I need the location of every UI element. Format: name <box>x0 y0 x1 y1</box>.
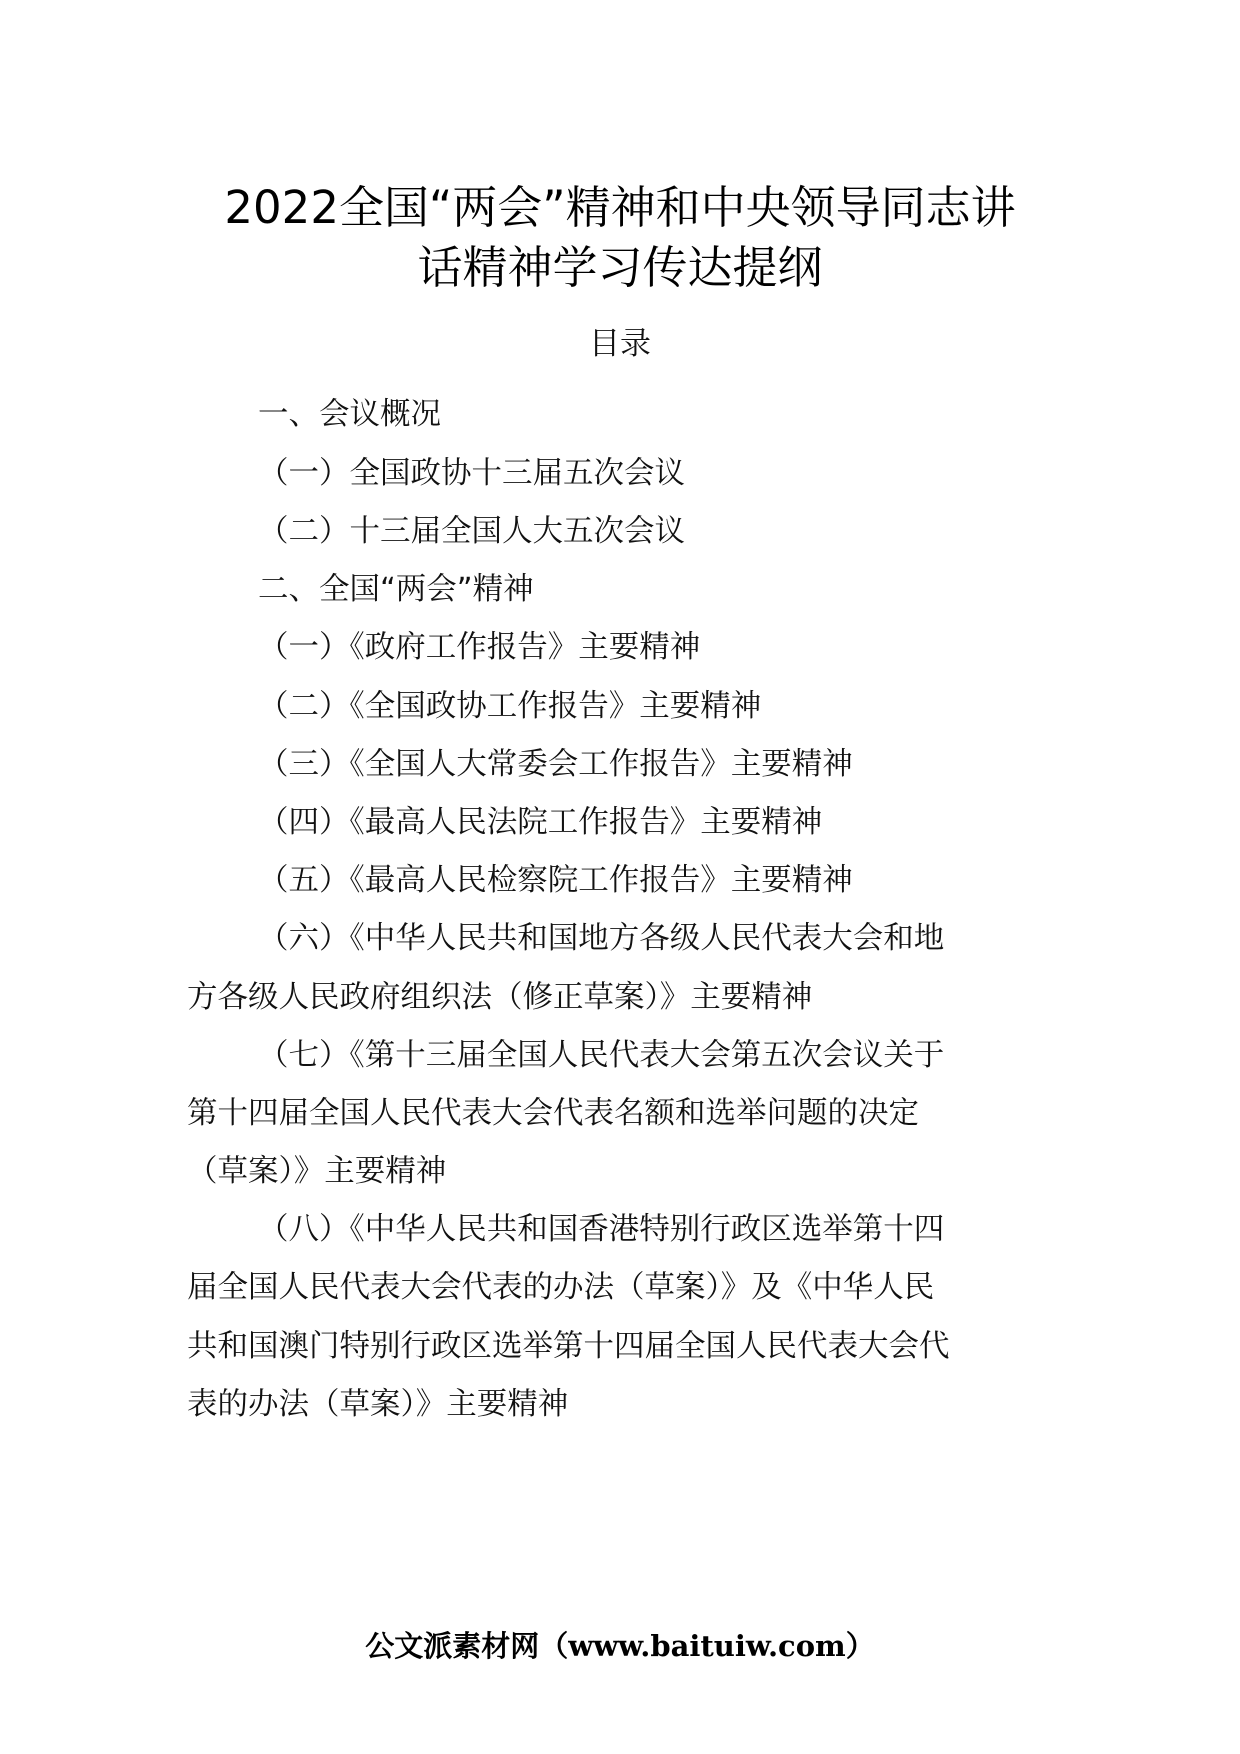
toc-item-2-2: （二）《全国政协工作报告》主要精神 <box>258 689 762 724</box>
toc-section-2: 二、全国“两会”精神 <box>258 572 534 607</box>
toc-item-1-1: （一）全国政协十三届五次会议 <box>258 456 685 491</box>
toc-item-2-6-cont: 方各级人民政府组织法（修正草案）》主要精神 <box>187 980 813 1015</box>
toc-item-2-8-cont-1: 届全国人民代表大会代表的办法（草案）》及《中华人民 <box>187 1270 935 1305</box>
document-title-line-2: 话精神学习传达提纲 <box>417 241 823 294</box>
toc-item-2-1: （一）《政府工作报告》主要精神 <box>258 630 701 665</box>
toc-item-2-7: （七）《第十三届全国人民代表大会第五次会议关于 <box>258 1038 945 1073</box>
toc-item-2-8-cont-2: 共和国澳门特别行政区选举第十四届全国人民代表大会代 <box>187 1329 950 1364</box>
footer-watermark: 公文派素材网（www.baituiw.com） <box>365 1629 875 1663</box>
toc-item-2-4: （四）《最高人民法院工作报告》主要精神 <box>258 805 823 840</box>
toc-item-2-6: （六）《中华人民共和国地方各级人民代表大会和地 <box>258 921 945 956</box>
toc-item-1-2: （二）十三届全国人大五次会议 <box>258 514 685 549</box>
toc-item-2-5: （五）《最高人民检察院工作报告》主要精神 <box>258 863 853 898</box>
toc-heading: 目录 <box>589 326 651 362</box>
toc-section-1: 一、会议概况 <box>258 397 441 432</box>
toc-item-2-7-cont-1: 第十四届全国人民代表大会代表名额和选举问题的决定 <box>187 1096 919 1131</box>
document-title-line-1: 2022全国“两会”精神和中央领导同志讲 <box>224 181 1016 234</box>
toc-item-2-8-cont-3: 表的办法（草案）》主要精神 <box>187 1387 569 1422</box>
toc-item-2-7-cont-2: （草案）》主要精神 <box>187 1154 447 1189</box>
toc-item-2-3: （三）《全国人大常委会工作报告》主要精神 <box>258 747 853 782</box>
toc-item-2-8: （八）《中华人民共和国香港特别行政区选举第十四 <box>258 1212 945 1247</box>
